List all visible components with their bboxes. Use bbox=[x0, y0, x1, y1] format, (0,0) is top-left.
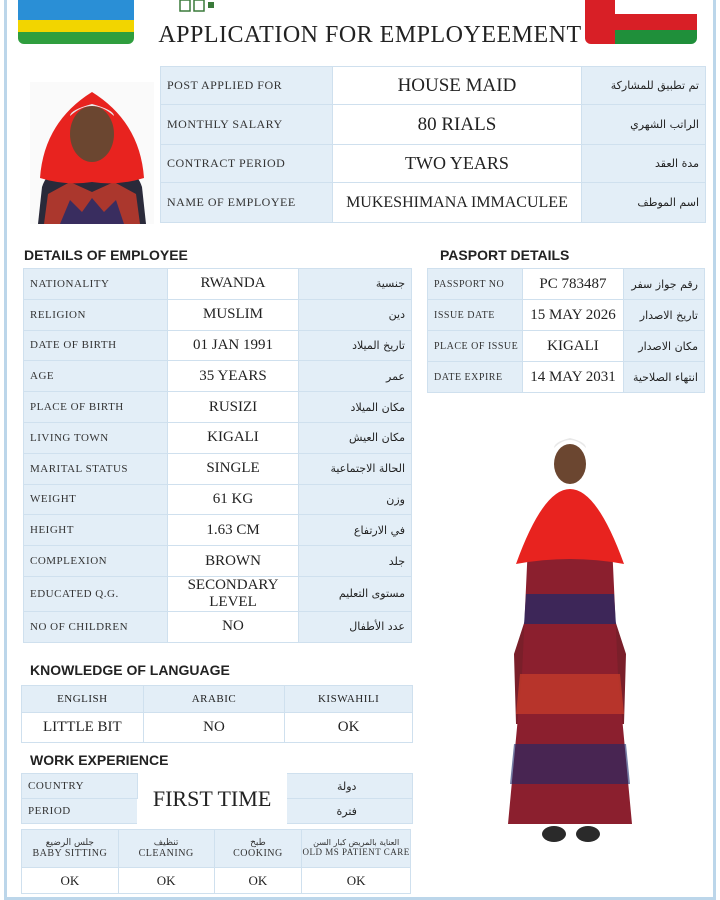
summary-value: MUKESHIMANA IMMACULEE bbox=[332, 183, 582, 223]
language-section-title: KNOWLEDGE OF LANGUAGE bbox=[30, 662, 230, 678]
language-value: NO bbox=[143, 713, 285, 743]
table-row bbox=[428, 300, 705, 331]
summary-arabic: اسم الموطف bbox=[582, 183, 706, 223]
details-arabic: في الارتفاع bbox=[299, 515, 412, 546]
emblem-icon bbox=[178, 0, 226, 12]
details-label: EDUCATED Q.G. bbox=[24, 576, 168, 611]
applicant-full-photo bbox=[500, 424, 640, 852]
details-label: PLACE OF BIRTH bbox=[24, 392, 168, 423]
skill-value: OK bbox=[302, 868, 411, 894]
page-title: APPLICATION FOR EMPLOYEEMENT bbox=[158, 22, 582, 48]
table-row bbox=[24, 611, 412, 642]
passport-label: PLACE OF ISSUE bbox=[428, 331, 523, 362]
table-row bbox=[24, 453, 412, 484]
details-value: RUSIZI bbox=[167, 392, 299, 423]
passport-arabic: رقم جواز سفر bbox=[624, 269, 705, 300]
language-header: ARABIC bbox=[143, 686, 285, 713]
table-row bbox=[161, 183, 706, 223]
table-row bbox=[24, 422, 412, 453]
table-row bbox=[22, 686, 413, 713]
details-value: RWANDA bbox=[167, 269, 299, 300]
table-row bbox=[428, 331, 705, 362]
work-section-title: WORK EXPERIENCE bbox=[30, 752, 169, 768]
table-row bbox=[428, 269, 705, 300]
summary-arabic: الراتب الشهري bbox=[582, 105, 706, 145]
details-arabic: مستوى التعليم bbox=[299, 576, 412, 611]
summary-arabic: تم تطبيق للمشاركة bbox=[582, 67, 706, 105]
summary-value: 80 RIALS bbox=[332, 105, 582, 145]
summary-label: MONTHLY SALARY bbox=[161, 105, 333, 145]
work-country-arabic: دولة bbox=[287, 774, 413, 799]
details-label: WEIGHT bbox=[24, 484, 168, 515]
summary-value: TWO YEARS bbox=[332, 145, 582, 183]
passport-arabic: تاريخ الاصدار bbox=[624, 300, 705, 331]
passport-value: 14 MAY 2031 bbox=[522, 362, 624, 393]
table-row bbox=[24, 576, 412, 611]
details-arabic: وزن bbox=[299, 484, 412, 515]
details-value: KIGALI bbox=[167, 422, 299, 453]
work-table bbox=[21, 773, 413, 824]
details-arabic: دين bbox=[299, 299, 412, 330]
table-row bbox=[24, 361, 412, 392]
details-arabic: عمر bbox=[299, 361, 412, 392]
skill-label: CLEANING bbox=[138, 847, 194, 859]
table-row bbox=[22, 830, 411, 868]
language-header: ENGLISH bbox=[22, 686, 144, 713]
skill-arabic: العناية بالمريض كبار السن bbox=[313, 838, 400, 848]
table-row bbox=[22, 774, 413, 799]
skill-arabic: تنظيف bbox=[153, 837, 179, 848]
summary-table bbox=[160, 66, 706, 223]
skill-header bbox=[302, 830, 411, 868]
summary-label: POST APPLIED FOR bbox=[161, 67, 333, 105]
skills-table bbox=[21, 829, 411, 894]
skill-header bbox=[214, 830, 302, 868]
skill-label: BABY SITTING bbox=[32, 847, 108, 859]
skill-header bbox=[22, 830, 119, 868]
skill-arabic: جلس الرضيع bbox=[45, 837, 94, 848]
table-row bbox=[22, 713, 413, 743]
details-label: RELIGION bbox=[24, 299, 168, 330]
details-arabic: الحالة الاجتماعية bbox=[299, 453, 412, 484]
details-label: DATE OF BIRTH bbox=[24, 330, 168, 361]
details-arabic: جنسية bbox=[299, 269, 412, 300]
passport-label: PASSPORT NO bbox=[428, 269, 523, 300]
details-value: 61 KG bbox=[167, 484, 299, 515]
table-row bbox=[161, 67, 706, 105]
summary-arabic: مدة العقد bbox=[582, 145, 706, 183]
table-row bbox=[24, 330, 412, 361]
passport-table bbox=[427, 268, 705, 393]
passport-section-title: PASPORT DETAILS bbox=[440, 247, 570, 263]
work-value: FIRST TIME bbox=[137, 774, 287, 824]
passport-value: KIGALI bbox=[522, 331, 624, 362]
table-row bbox=[24, 299, 412, 330]
table-row bbox=[24, 546, 412, 577]
passport-arabic: انتهاء الصلاحية bbox=[624, 362, 705, 393]
details-table bbox=[23, 268, 412, 643]
details-value: SINGLE bbox=[167, 453, 299, 484]
passport-value: PC 783487 bbox=[522, 269, 624, 300]
skill-arabic: طبخ bbox=[250, 837, 266, 848]
details-value: 01 JAN 1991 bbox=[167, 330, 299, 361]
table-row bbox=[24, 484, 412, 515]
summary-value: HOUSE MAID bbox=[332, 67, 582, 105]
table-row bbox=[24, 269, 412, 300]
skill-header bbox=[118, 830, 214, 868]
language-value: OK bbox=[285, 713, 413, 743]
table-row bbox=[22, 868, 411, 894]
skill-value: OK bbox=[22, 868, 119, 894]
details-value: 35 YEARS bbox=[167, 361, 299, 392]
passport-arabic: مكان الاصدار bbox=[624, 331, 705, 362]
work-period-label: PERIOD bbox=[22, 799, 138, 824]
rwanda-flag-icon bbox=[18, 0, 134, 44]
details-label: MARITAL STATUS bbox=[24, 453, 168, 484]
applicant-portrait bbox=[30, 82, 154, 224]
passport-label: DATE EXPIRE bbox=[428, 362, 523, 393]
details-arabic: مكان العيش bbox=[299, 422, 412, 453]
details-value: BROWN bbox=[167, 546, 299, 577]
summary-label: CONTRACT PERIOD bbox=[161, 145, 333, 183]
table-row bbox=[24, 515, 412, 546]
details-value: MUSLIM bbox=[167, 299, 299, 330]
details-value: NO bbox=[167, 611, 299, 642]
details-value: 1.63 CM bbox=[167, 515, 299, 546]
summary-label: NAME OF EMPLOYEE bbox=[161, 183, 333, 223]
details-arabic: تاريخ الميلاد bbox=[299, 330, 412, 361]
table-row bbox=[24, 392, 412, 423]
language-header: KISWAHILI bbox=[285, 686, 413, 713]
details-label: AGE bbox=[24, 361, 168, 392]
language-table bbox=[21, 685, 413, 743]
details-arabic: مكان الميلاد bbox=[299, 392, 412, 423]
details-arabic: جلد bbox=[299, 546, 412, 577]
work-period-arabic: فترة bbox=[287, 799, 413, 824]
details-label: LIVING TOWN bbox=[24, 422, 168, 453]
details-value: SECONDARY LEVEL bbox=[167, 576, 299, 611]
skill-value: OK bbox=[214, 868, 302, 894]
details-section-title: DETAILS OF EMPLOYEE bbox=[24, 247, 188, 263]
language-value: LITTLE BIT bbox=[22, 713, 144, 743]
passport-value: 15 MAY 2026 bbox=[522, 300, 624, 331]
skill-value: OK bbox=[118, 868, 214, 894]
details-label: NO OF CHILDREN bbox=[24, 611, 168, 642]
passport-label: ISSUE DATE bbox=[428, 300, 523, 331]
details-label: HEIGHT bbox=[24, 515, 168, 546]
table-row bbox=[161, 105, 706, 145]
details-label: NATIONALITY bbox=[24, 269, 168, 300]
table-row bbox=[428, 362, 705, 393]
work-country-label: COUNTRY bbox=[22, 774, 138, 799]
table-row bbox=[161, 145, 706, 183]
details-arabic: عدد الأطفال bbox=[299, 611, 412, 642]
skill-label: OLD MS PATIENT CARE bbox=[302, 846, 410, 857]
details-label: COMPLEXION bbox=[24, 546, 168, 577]
skill-label: COOKING bbox=[233, 847, 283, 859]
